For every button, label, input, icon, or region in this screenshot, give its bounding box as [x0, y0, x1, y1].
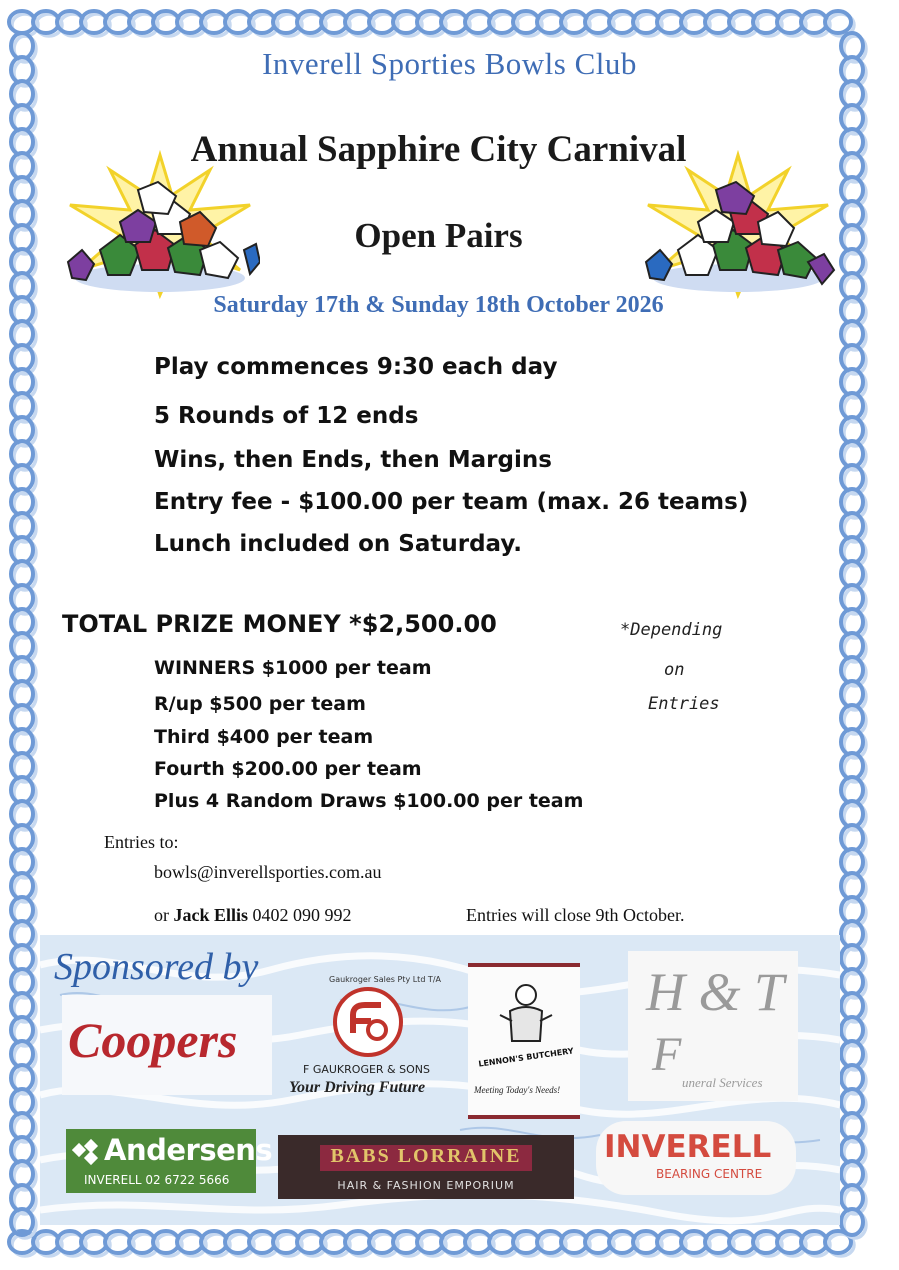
prize-runner-up: R/up $500 per team	[154, 693, 366, 715]
detail-entry-fee: Entry fee - $100.00 per team (max. 26 teams)	[154, 489, 749, 515]
inverell-bearing-centre-logo	[596, 1121, 796, 1195]
prize-random-draws: Plus 4 Random Draws $100.00 per team	[154, 790, 584, 812]
prize-third: Third $400 per team	[154, 726, 374, 748]
babs-subtitle: HAIR & FASHION EMPORIUM	[337, 1179, 515, 1192]
coopers-logo-text: Coopers	[68, 1012, 238, 1068]
total-prize-money: TOTAL PRIZE MONEY *$2,500.00	[62, 610, 497, 638]
detail-rounds: 5 Rounds of 12 ends	[154, 403, 419, 429]
ht-funeral-services-logo	[628, 951, 798, 1101]
coopers-logo	[62, 995, 272, 1095]
babs-name: BABS LORRAINE	[330, 1145, 522, 1167]
inverell-bearing-sub: BEARING CENTRE	[656, 1167, 763, 1181]
gaukroger-name: F GAUKROGER & SONS	[303, 1063, 430, 1076]
prize-note-line-1: *Depending	[620, 620, 723, 640]
club-name: Inverell Sporties Bowls Club	[262, 46, 637, 81]
lennons-butchery-logo	[468, 963, 580, 1119]
sponsors-panel	[40, 935, 840, 1225]
andersens-details: INVERELL 02 6722 5666	[84, 1173, 230, 1187]
prize-winners: WINNERS $1000 per team	[154, 657, 432, 679]
contact-name: Jack Ellis	[173, 905, 249, 925]
event-subtitle: Open Pairs	[354, 216, 523, 255]
gaukroger-logo	[285, 971, 465, 1107]
gaukroger-tagline: Your Driving Future	[289, 1079, 426, 1096]
detail-start-time: Play commences 9:30 each day	[154, 354, 558, 380]
lennons-name: LENNON'S BUTCHERY	[477, 1046, 575, 1069]
sponsored-by-heading: Sponsored by	[54, 946, 259, 988]
gaukroger-emblem-icon	[331, 985, 405, 1059]
prize-fourth: Fourth $200.00 per team	[154, 758, 422, 780]
andersens-logo	[66, 1129, 273, 1193]
butcher-figure-icon	[496, 981, 556, 1051]
andersens-emblem-icon	[72, 1137, 106, 1167]
ht-funeral-services-text: uneral Services	[682, 1075, 763, 1090]
entries-contact	[154, 905, 352, 926]
prize-note-line-2: on	[664, 660, 685, 680]
contact-phone: 0402 090 992	[252, 905, 352, 925]
inverell-bearing-name: INVERELL	[604, 1129, 772, 1165]
entries-close-date: Entries will close 9th October.	[466, 905, 685, 925]
prize-note-line-3: Entries	[648, 694, 720, 714]
ht-monogram: H & T	[646, 962, 785, 1022]
event-dates: Saturday 17th & Sunday 18th October 2026	[213, 292, 664, 318]
entries-or-label: or	[154, 905, 169, 925]
entries-label: Entries to:	[104, 832, 179, 852]
detail-lunch: Lunch included on Saturday.	[154, 531, 522, 557]
ht-f-letter: F	[652, 1028, 682, 1081]
gaukroger-company-line: Gaukroger Sales Pty Ltd T/A	[329, 975, 441, 984]
event-title: Annual Sapphire City Carnival	[190, 129, 687, 170]
andersens-name: Andersens	[104, 1133, 273, 1167]
babs-lorraine-logo	[278, 1135, 574, 1199]
detail-scoring: Wins, then Ends, then Margins	[154, 447, 552, 473]
entries-email-link[interactable]: bowls@inverellsporties.com.au	[154, 862, 382, 882]
lennons-tagline: Meeting Today's Needs!	[474, 1085, 561, 1095]
